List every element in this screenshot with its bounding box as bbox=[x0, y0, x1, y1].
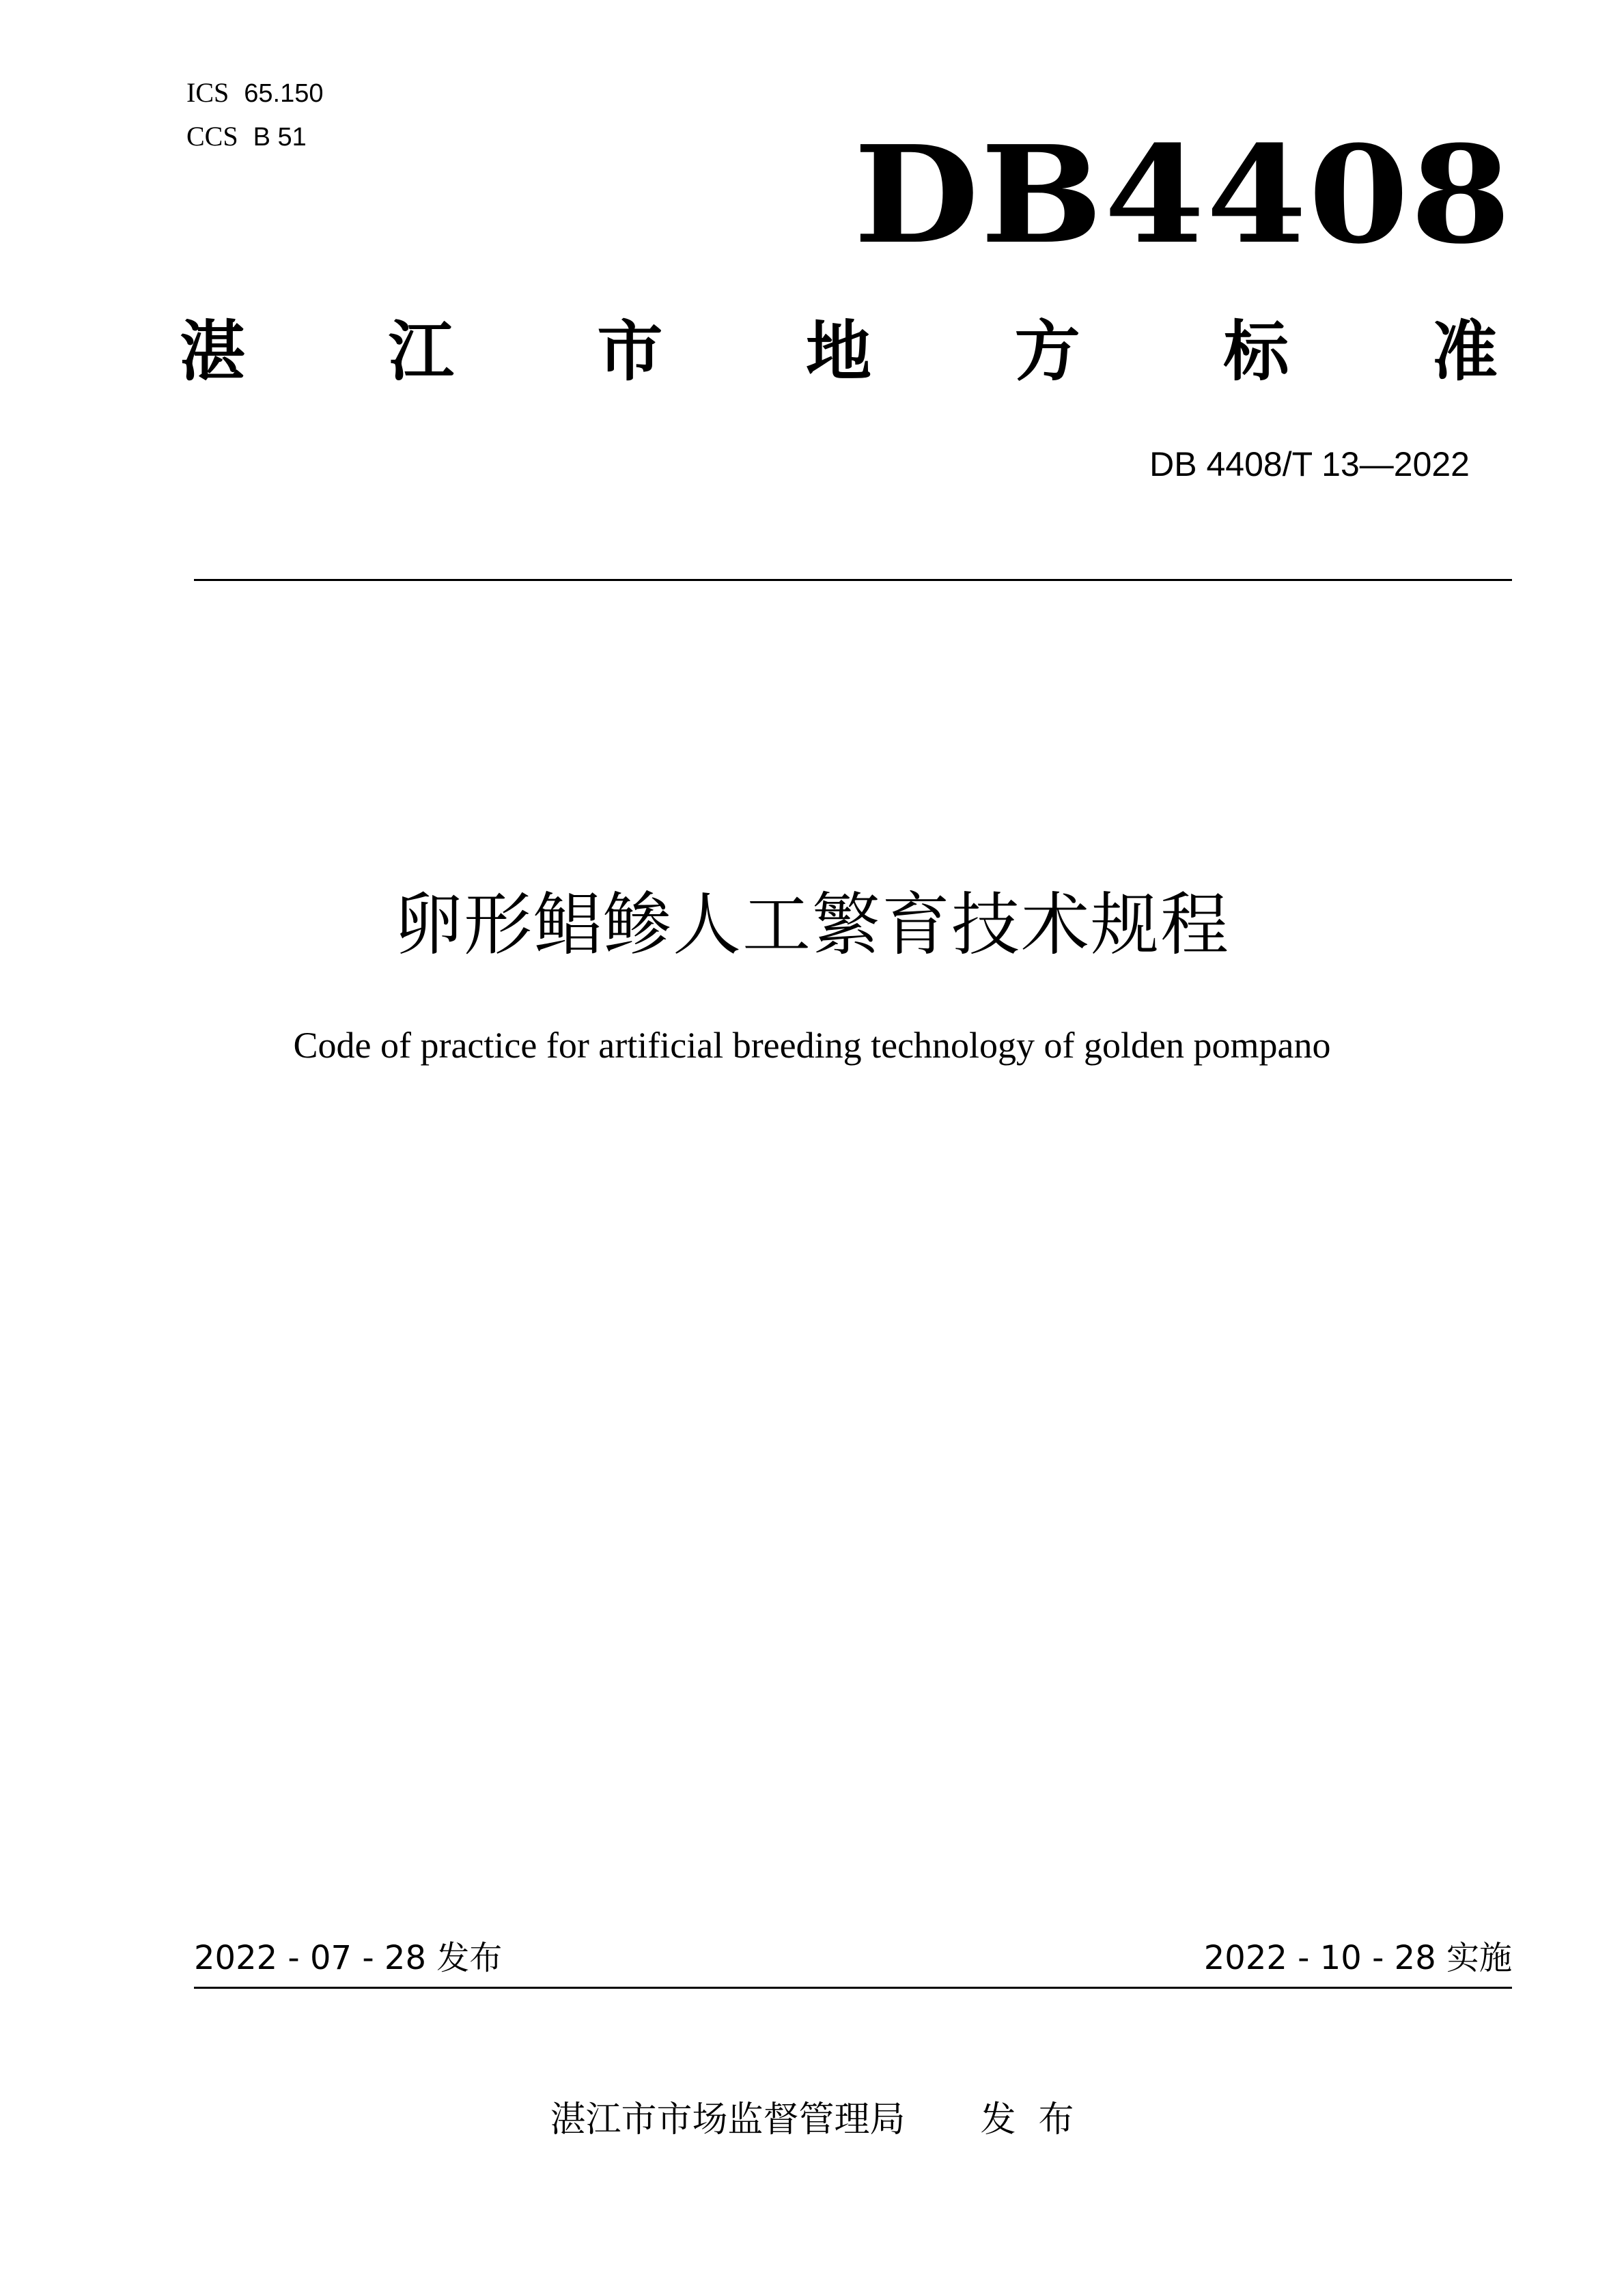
ccs-label: CCS bbox=[186, 121, 238, 152]
effective-date: 2022 - 10 - 28 实施 bbox=[1203, 1939, 1512, 1977]
standard-number: DB 4408/T 13—2022 bbox=[1149, 445, 1470, 483]
ics-label: ICS bbox=[186, 77, 229, 108]
document-title-chinese: 卵形鲳鲹人工繁育技术规程 bbox=[394, 885, 1230, 965]
document-title-english: Code of practice for artificial breeding technology of golden pompano bbox=[293, 1025, 1331, 1066]
publish-date: 2022 - 07 - 28 发布 bbox=[194, 1939, 503, 1977]
footer-divider bbox=[194, 1987, 1512, 1989]
issuer-name: 湛江市市场监督管理局 bbox=[550, 2099, 906, 2140]
standard-mark: DB4408 bbox=[854, 117, 1513, 274]
header-divider bbox=[194, 579, 1512, 581]
ics-code: 65.150 bbox=[244, 79, 324, 108]
standard-type-heading: 湛江市地方标准 bbox=[180, 313, 1498, 390]
ccs-classification bbox=[186, 120, 307, 154]
issuer-action: 发 布 bbox=[980, 2099, 1074, 2140]
ccs-code: B 51 bbox=[253, 123, 307, 152]
ics-classification bbox=[186, 76, 323, 110]
issuer-line bbox=[0, 2097, 1624, 2142]
